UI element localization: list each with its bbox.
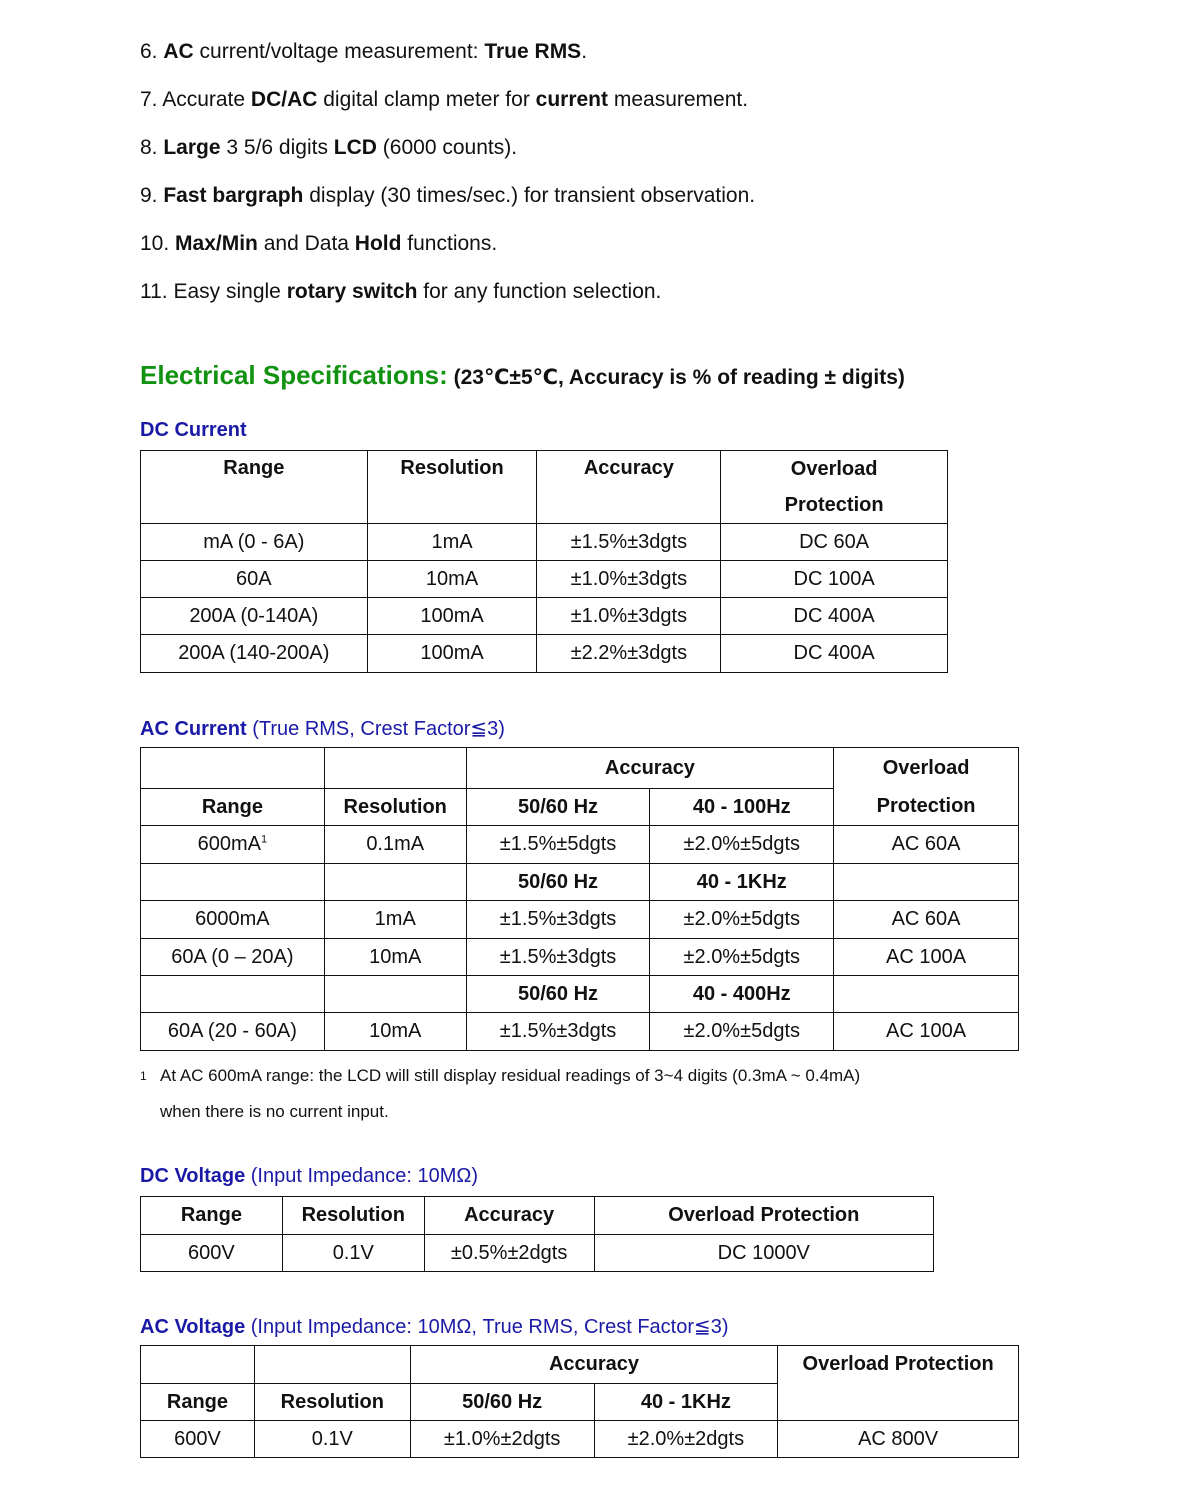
table-header-row (141, 1197, 934, 1235)
table-row (141, 901, 1019, 939)
spec-heading (140, 360, 905, 391)
table-header-row (141, 748, 1019, 789)
col-header-freq: 40 - 100Hz (650, 789, 834, 826)
table-cell: ±1.0%±3dgts (537, 598, 721, 635)
table-cell: ±0.5%±2dgts (424, 1235, 594, 1272)
table-cell: 600V (141, 1421, 255, 1458)
table-subheader-row (141, 864, 1019, 901)
table-cell: 10mA (367, 561, 537, 598)
spec-conditions: (23℃±5℃, Accuracy is % of reading ± digits) (447, 366, 905, 389)
table-row (141, 524, 948, 561)
col-header-freq: 40 - 400Hz (650, 976, 834, 1013)
table-cell: 10mA (324, 939, 466, 976)
ac-voltage-table (140, 1345, 1019, 1458)
table-row (141, 939, 1019, 976)
table-cell: ±2.0%±5dgts (650, 826, 834, 864)
table-cell: 0.1V (282, 1235, 424, 1272)
feature-item: 6. AC current/voltage measurement: True RMS. (140, 40, 588, 63)
table-cell: 100mA (367, 598, 537, 635)
col-header-freq: 50/60 Hz (466, 976, 650, 1013)
table-header-row (141, 789, 1019, 826)
table-cell: 6000mA (141, 901, 325, 939)
table-cell: ±1.5%±3dgts (537, 524, 721, 561)
col-header-resolution: Resolution (254, 1384, 410, 1421)
col-header-accuracy: Accuracy (537, 451, 721, 524)
table-cell: AC 100A (834, 1013, 1019, 1051)
col-header-freq: 50/60 Hz (466, 864, 650, 901)
footnote-ref: 1 (261, 833, 268, 846)
table-row (141, 561, 948, 598)
table-cell: ±1.0%±3dgts (537, 561, 721, 598)
col-header: Accuracy (424, 1197, 594, 1235)
feature-item: 11. Easy single rotary switch for any function selection. (140, 280, 662, 303)
table-row (141, 1235, 934, 1272)
table-cell: ±1.5%±3dgts (466, 939, 650, 976)
table-cell: ±1.5%±3dgts (466, 901, 650, 939)
dc-current-table (140, 450, 948, 673)
dc-voltage-title: DC Voltage (Input Impedance: 10MΩ) (140, 1165, 479, 1187)
footnote: 1 At AC 600mA range: the LCD will still display residual readings of 3~4 digits (0.3mA ~ 0.4mA) when there is no current input. (140, 1058, 860, 1130)
ac-current-title: AC Current (True RMS, Crest Factor≦3) (140, 718, 505, 740)
feature-item: 9. Fast bargraph display (30 times/sec.) for transient observation. (140, 184, 756, 207)
col-header-freq: 50/60 Hz (466, 789, 650, 826)
table-cell: ±2.0%±5dgts (650, 939, 834, 976)
col-header-freq: 50/60 Hz (410, 1384, 594, 1421)
table-header-row (141, 1384, 1019, 1421)
table-cell: ±1.0%±2dgts (410, 1421, 594, 1458)
table-cell: 10mA (324, 1013, 466, 1051)
feature-list (140, 28, 755, 316)
table-cell: 200A (140-200A) (141, 635, 368, 673)
feature-item: 8. Large 3 5/6 digits LCD (6000 counts). (140, 136, 518, 159)
table-cell: ±1.5%±3dgts (466, 1013, 650, 1051)
table-cell: ±2.2%±3dgts (537, 635, 721, 673)
table-cell: 200A (0-140A) (141, 598, 368, 635)
ac-current-table (140, 747, 1019, 1051)
table-row (141, 826, 1019, 864)
table-cell: 60A (20 - 60A) (141, 1013, 325, 1051)
table-cell: 0.1mA (324, 826, 466, 864)
table-cell: 60A (0 – 20A) (141, 939, 325, 976)
table-cell: AC 800V (778, 1421, 1019, 1458)
col-header-overload: Overload Protection (721, 451, 948, 524)
table-row (141, 635, 948, 673)
table-cell: AC 60A (834, 901, 1019, 939)
table-cell: ±2.0%±5dgts (650, 1013, 834, 1051)
table-cell: AC 100A (834, 939, 1019, 976)
col-header: Resolution (282, 1197, 424, 1235)
col-header-protection: Protection (834, 789, 1019, 826)
table-cell: mA (0 - 6A) (141, 524, 368, 561)
col-header-overload: Overload Protection (778, 1346, 1019, 1384)
col-header-accuracy: Accuracy (466, 748, 833, 789)
table-cell: $600mA^1$ (141, 826, 325, 864)
table-cell: ±2.0%±2dgts (594, 1421, 778, 1458)
table-cell: DC 400A (721, 598, 948, 635)
col-header: Overload Protection (594, 1197, 933, 1235)
table-cell: ±2.0%±5dgts (650, 901, 834, 939)
table-cell: ±1.5%±5dgts (466, 826, 650, 864)
col-header-range: Range (141, 451, 368, 524)
table-header-row (141, 1346, 1019, 1384)
table-cell: 100mA (367, 635, 537, 673)
table-cell: 600V (141, 1235, 283, 1272)
col-header: Range (141, 1197, 283, 1235)
ac-voltage-title: AC Voltage (Input Impedance: 10MΩ, True RMS, Crest Factor≦3) (140, 1316, 729, 1338)
table-cell: AC 60A (834, 826, 1019, 864)
table-row (141, 1421, 1019, 1458)
col-header-freq: 40 - 1KHz (650, 864, 834, 901)
table-cell: DC 400A (721, 635, 948, 673)
table-cell: 1mA (367, 524, 537, 561)
dc-current-title: DC Current (140, 419, 247, 441)
table-cell: 1mA (324, 901, 466, 939)
table-cell: DC 60A (721, 524, 948, 561)
table-row (141, 1013, 1019, 1051)
table-header-row (141, 451, 948, 524)
spec-title: Electrical Specifications: (140, 360, 448, 390)
footnote-mark: 1 (140, 1069, 147, 1083)
col-header-overload: Overload (834, 748, 1019, 789)
table-subheader-row (141, 976, 1019, 1013)
col-header-accuracy: Accuracy (410, 1346, 777, 1384)
table-cell: 0.1V (254, 1421, 410, 1458)
table-cell: 60A (141, 561, 368, 598)
dc-voltage-table (140, 1196, 934, 1272)
col-header-range: Range (141, 789, 325, 826)
col-header-range: Range (141, 1384, 255, 1421)
col-header-resolution: Resolution (367, 451, 537, 524)
col-header-freq: 40 - 1KHz (594, 1384, 778, 1421)
feature-item: 7. Accurate DC/AC digital clamp meter for current measurement. (140, 88, 749, 111)
table-cell: DC 100A (721, 561, 948, 598)
feature-item: 10. Max/Min and Data Hold functions. (140, 232, 498, 255)
table-row (141, 598, 948, 635)
table-cell: DC 1000V (594, 1235, 933, 1272)
col-header-resolution: Resolution (324, 789, 466, 826)
